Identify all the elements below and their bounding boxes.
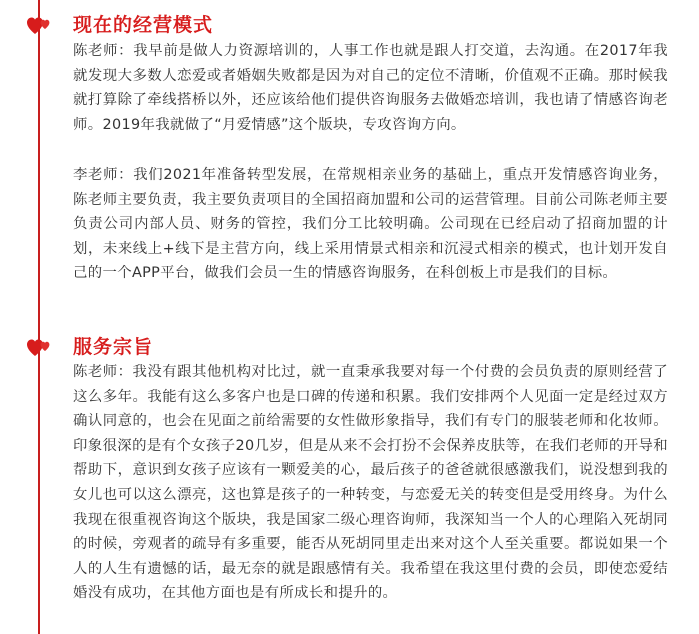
timeline-line (38, 0, 40, 634)
hearts-icon (26, 336, 52, 358)
section-title: 现在的经营模式 (73, 14, 214, 36)
hearts-icon (26, 14, 52, 36)
paragraph-li: 李老师：我们2021年准备转型发展，在常规相亲业务的基础上，重点开发情感咨询业务，陈老师主要负责，我主要负责项目的全国招商加盟和公司的运营管理。目前公司陈老师主要负责公司内部人员、财务的管控，我们分工比较明确。公司现在已经启动了招商加盟的计划，未来线上+线下是主营方向，线上采用情景式相亲和沉浸式相亲的模式，也计划开发自己的一个APP平台，做我们会员一生的情感咨询服务，在科创板上市是我们的目标。 (73, 167, 668, 282)
paragraph-chen: 陈老师：我没有跟其他机构对比过，就一直秉承我要对每一个付费的会员负责的原则经营了这么多年。我能有这么多客户也是口碑的传递和积累。我们安排两个人见面一定是经过双方确认同意的，也会在见面之前给需要的女性做形象指导，我们有专门的服装老师和化妆师。印象很深的是有个女孩子20几岁，但是从来不会打扮不会保养皮肤等，在我们老师的开导和帮助下，意识到女孩子应该有一颗爱美的心，最后孩子的爸爸就很感激我们，说没想到我的女儿也可以这么漂亮，这也算是孩子的一种转变，与恋爱无关的转变但是受用终身。为什么我现在很重视咨询这个版块，我是国家二级心理咨询师，我深知当一个人的心理陷入死胡同的时候，旁观者的疏导有多重要，能否从死胡同里走出来对这个人至关重要。都说如果一个人的人生有遗憾的话，最无奈的就是跟感情有关。我希望在我这里付费的会员，即使恋爱结婚没有成功，在其他方面也是有所成长和提升的。 (73, 364, 668, 602)
paragraph-chen: 陈老师：我早前是做人力资源培训的，人事工作也就是跟人打交道，去沟通。在2017年我就发现大多数人恋爱或者婚姻失败都是因为对自己的定位不清晰，价值观不正确。那时候我就打算除了牵线搭桥以外，还应该给他们提供咨询服务去做婚恋培训，我也请了情感咨询老师。2019年我就做了“月爱情感”这个版块，专攻咨询方向。 (73, 43, 668, 133)
section-title: 服务宗旨 (73, 336, 154, 358)
